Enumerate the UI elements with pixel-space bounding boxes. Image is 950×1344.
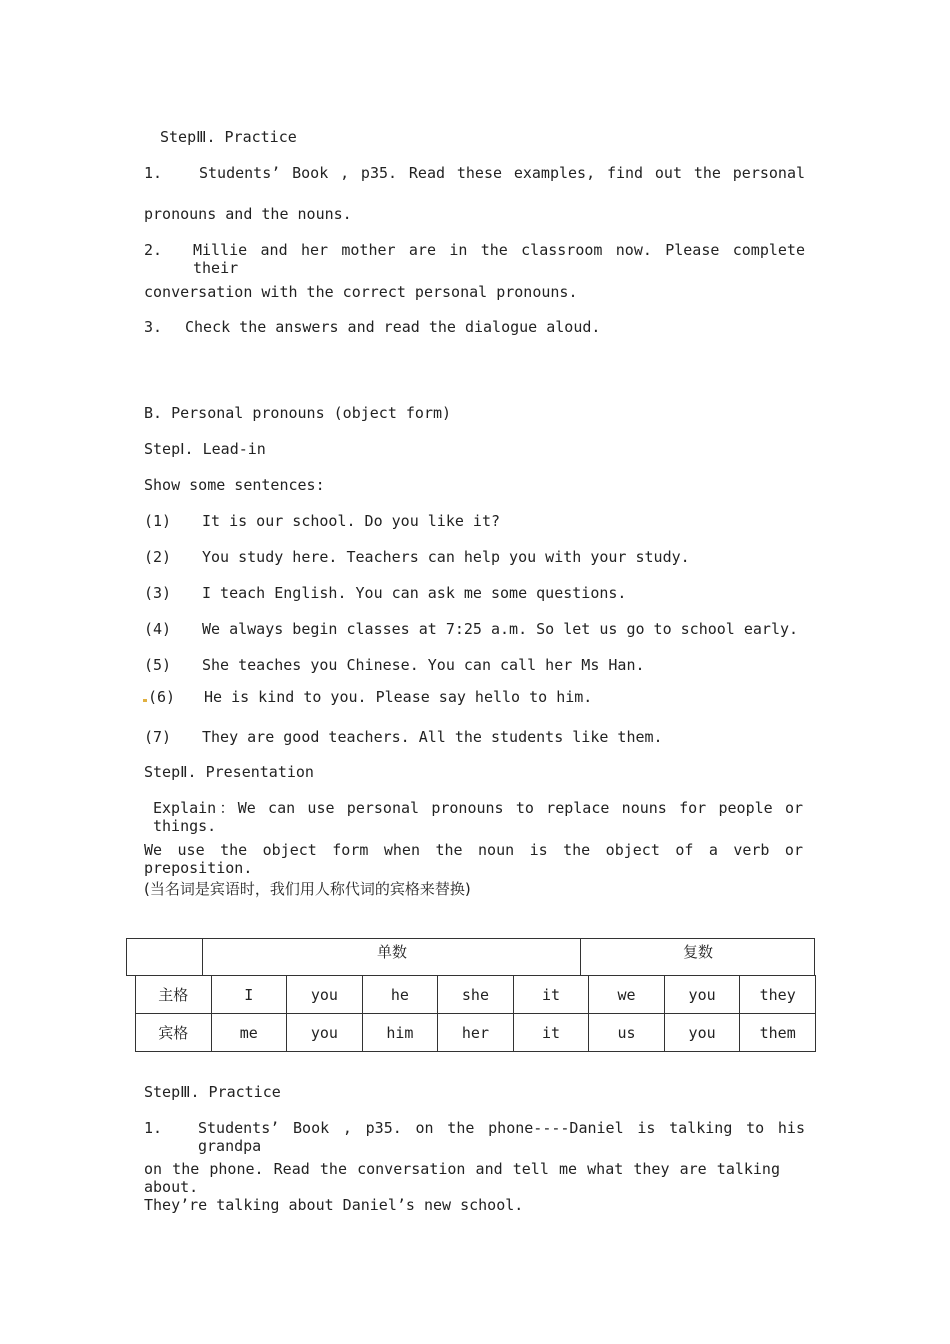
table-cell: me: [211, 1014, 287, 1052]
table-cell: she: [438, 976, 514, 1014]
item-text: conversation with the correct personal pronouns.: [144, 283, 578, 301]
table-cell: it: [513, 1014, 589, 1052]
table-cell: her: [438, 1014, 514, 1052]
step2-presentation-heading: StepⅡ. Presentation: [144, 763, 314, 781]
sentence-text: It is our school. Do you like it?: [202, 512, 501, 530]
sentence-number: (2): [144, 548, 172, 566]
table-cell: he: [362, 976, 438, 1014]
row-label-object: 宾格: [136, 1014, 212, 1052]
table-cell: I: [211, 976, 287, 1014]
show-sentences-text: Show some sentences:: [144, 476, 325, 494]
sentence-text: They are good teachers. All the students like them.: [202, 728, 663, 746]
table-cell: you: [664, 1014, 740, 1052]
highlight-mark: [143, 699, 147, 702]
item-number: 3.: [144, 318, 163, 336]
table-row: [136, 976, 816, 1014]
plural-header: 复数: [682, 943, 713, 961]
section-b-title: B. Personal pronouns (object form): [144, 404, 452, 422]
table-cell: them: [740, 1014, 816, 1052]
explain-text: Explain：We can use personal pronouns to replace nouns for people or things.: [153, 799, 803, 835]
explain-text: We use the object form when the noun is the object of a verb or preposition.: [144, 841, 803, 877]
sentence-text: I teach English. You can ask me some questions.: [202, 584, 627, 602]
item-text: Students’ Book , p35. on the phone----Daniel is talking to his grandpa: [198, 1119, 805, 1155]
step1-leadin-heading: StepⅠ. Lead-in: [144, 440, 266, 458]
table-cell: us: [589, 1014, 665, 1052]
item-text: Students’ Book , p35. Read these examples, find out the personal: [199, 164, 805, 182]
item-text: Check the answers and read the dialogue aloud.: [185, 318, 601, 336]
item-text: They’re talking about Daniel’s new school.: [144, 1196, 524, 1214]
step3-practice-heading: StepⅢ. Practice: [160, 128, 297, 146]
item-number: 1.: [144, 164, 163, 182]
explain-chinese-note: (当名词是宾语时，我们用人称代词的宾格来替换): [144, 880, 471, 898]
sentence-number: (4): [144, 620, 172, 638]
table-row: [136, 1014, 816, 1052]
pronoun-table-header: [126, 938, 815, 976]
table-cell: you: [287, 976, 363, 1014]
item-number: 1.: [144, 1119, 163, 1137]
sentence-text: She teaches you Chinese. You can call her Ms Han.: [202, 656, 645, 674]
sentence-text: He is kind to you. Please say hello to him.: [204, 688, 593, 706]
sentence-number: (3): [144, 584, 172, 602]
item-text: Millie and her mother are in the classroom now. Please complete their: [193, 241, 805, 277]
pronoun-table: [135, 975, 816, 1052]
table-cell: him: [362, 1014, 438, 1052]
table-cell: it: [513, 976, 589, 1014]
item-text: pronouns and the nouns.: [144, 205, 352, 223]
table-cell: we: [589, 976, 665, 1014]
sentence-number: (5): [144, 656, 172, 674]
row-label-subject: 主格: [136, 976, 212, 1014]
sentence-text: You study here. Teachers can help you with your study.: [202, 548, 690, 566]
item-text: on the phone. Read the conversation and tell me what they are talking about.: [144, 1160, 780, 1196]
item-number: 2.: [144, 241, 163, 259]
step3-practice-heading-2: StepⅢ. Practice: [144, 1083, 281, 1101]
table-cell: you: [664, 976, 740, 1014]
sentence-number: (7): [144, 728, 172, 746]
sentence-number: (1): [144, 512, 172, 530]
table-cell: you: [287, 1014, 363, 1052]
singular-header: 单数: [376, 943, 407, 961]
sentence-number: (6): [148, 688, 176, 706]
table-cell: they: [740, 976, 816, 1014]
sentence-text: We always begin classes at 7:25 a.m. So let us go to school early.: [202, 620, 799, 638]
